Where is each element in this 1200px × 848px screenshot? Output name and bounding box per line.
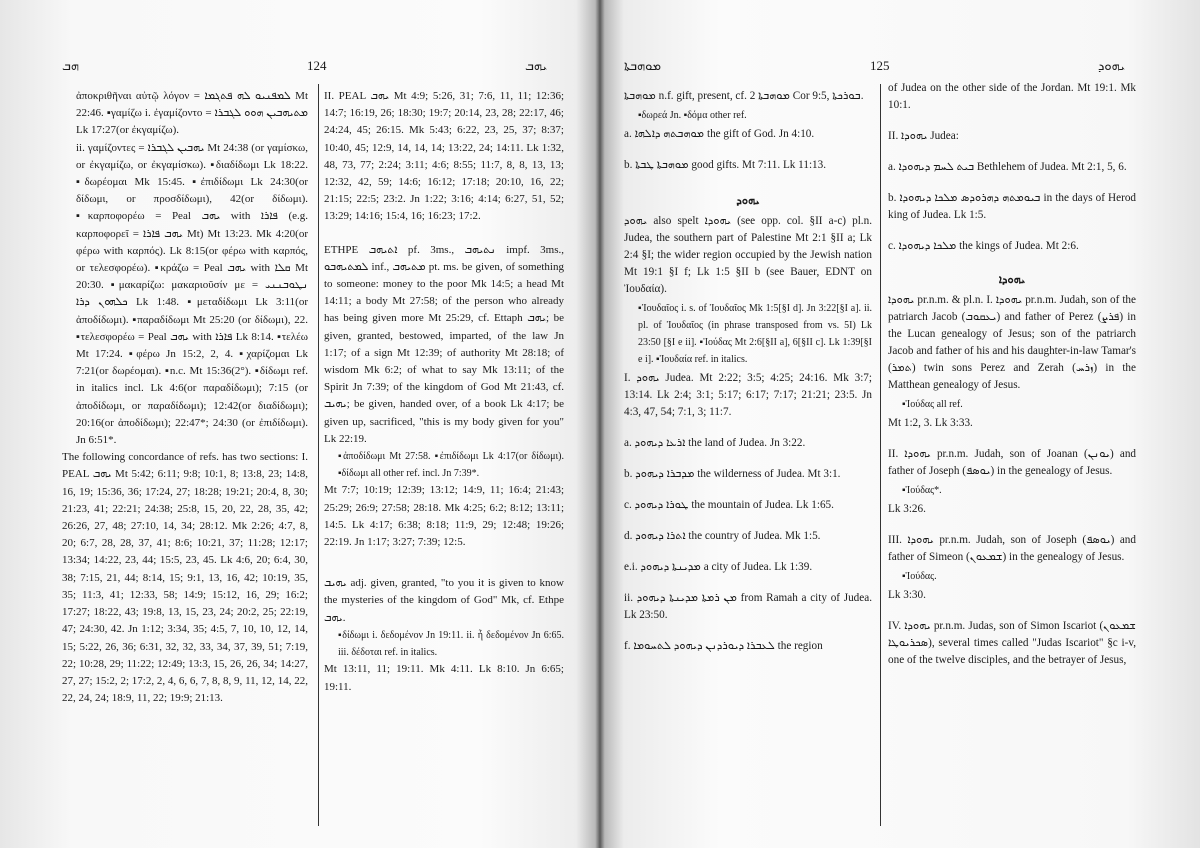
entry-para: ▪Ἰούδας*. [902, 485, 942, 496]
entry-para: a. ܒܝܬ ܠܚܡ ܕܝܗܘܕܐ Bethlehem of Judea. Mt 2:1, 5, 6. [888, 161, 1127, 173]
right-column-1 [624, 88, 872, 669]
entry-para: ܝܗܝܒ adj. given, granted, "to you it is given to know the mysteries of the kingdom of God" Mk, cf. Ethpe ܝܗܒ. [324, 577, 564, 624]
entry-para: e.i. ܡܕܝܢܬܐ ܕܝܗܘܕ a city of Judea. Lk 1:39. [624, 561, 813, 573]
entry-para: d. ܐܬܪܐ ܕܝܗܘܕ the country of Judea. Mk 1:5. [624, 530, 821, 542]
entry-para: II. ܝܗܘܕܐ Judea: [888, 130, 959, 142]
entry-para: Lk 3:26. [888, 503, 926, 515]
entry-para: of Judea on the other side of the Jordan. Mt 19:1. Mk 10:1. [888, 82, 1136, 111]
entry-para: Lk 3:30. [888, 589, 926, 601]
entry-para: ▪δωρεά Jn. ▪δόμα other ref. [638, 110, 747, 121]
entry-para: ii. ܡܢ ܪܡܬܐ ܡܕܝܢܬܐ ܕܝܗܘܕ from Ramah a city of Judea. Lk 23:50. [624, 592, 873, 621]
entry-para: ▪Ἰουδαῖος i. s. of Ἰουδαῖος Mk 1:5[§I d]. Jn 3:22[§I a]. ii. pl. of Ἰουδαῖος (in phrase transposed from vs. 5I) Lk 23:50 [§I e ii]. ▪Ἰούδας Mt 2:6[§II a], 6[§II c]. Lk 1:39[§I e i]. ▪Ἰουδαία ref. in italics. [638, 303, 872, 365]
entry-para: I. ܝܗܘܕ Judea. Mt 2:22; 3:5; 4:25; 24:16. Mk 3:7; 13:14. Lk 2:4; 3:1; 5:17; 6:17; 7:17; 21:21; 23:5. Jn 4:3, 47, 54; 7:1, 3; 11:7. [624, 372, 873, 418]
section-heading: ܝܗܘܕܐ [998, 273, 1026, 286]
entry-para: ii. γαμίζοντες = ܝܗܒܝܢ ܠܓܒܪܐ Mt 24:38 (or γαμίσκω, or ἐκγαμίζω, or ἐκγαμίσκω). ▪διαδίδωμι Lk 18:22. ▪δωρέομαι Mk 15:45. ▪ἐπιδίδωμι Lk 24:30(or δίδωμι, or προσδίδωμι), 42(or δίδωμι). ▪καρποφορέω = Peal ܝܗܒ with ܦܐܪܐ (e.g. καρποφορεῖ = ܝܗܒ ܦܐܪܐ Mt) Mt 13:23. Mk 4:20(or φέρω with καρπός). Lk 8:15(or φέρω with καρπός, or τελεσφορέω). ▪κράζω = Peal ܝܗܒ with ܩܠܐ Mt 20:30. ▪μακαρίζω: μακαριοῦσίν με = ܢܛܘܒܢܢܝ ܟܠܗܘܢ ܕܪܐ Lk 1:48. ▪μεταδίδωμι Lk 3:11(or ἀποδίδωμι). ▪παραδίδωμι Mt 25:20 (or δίδωμι), 22. ▪τελεσφορέω = Peal ܝܗܒ with ܦܐܪܐ Lk 8:14. ▪τελέω Mt 17:24. ▪φέρω Jn 15:2, 2, 4. ▪χαρίζομαι Lk 7:21(or δωρέομαι). ▪n.c. Mt 15:36(2°). ▪δίδωμι ref. in italics incl. Lk 4:6(or παραδίδωμι); 7:15 (or ἀποδίδωμι, or παραδίδωμι); 12:42(or διαδίδωμι); 20:16(or ἀποδίδωμι); 22:47*; 24:30 (or ἐπιδίδωμι). Jn 6:51*. [76, 141, 309, 447]
entry-para: ETHPE ܐܬܝܗܒ pf. 3ms., ܢܬܝܗܒ impf. 3ms., ܠܡܬܝܗܒܘ inf., ܡܬܝܗܒ pt. ms. be given, of something to someone: money to the poor Mk 14:5; a head Mt 14:11; a body Mt 27:58; of the person who already has being given more Mt 25:29, cf. Ettaph ܝܗܒ; be given, granted, bestowed, imparted, of the law Jn 1:17; of a sign Mt 12:39; of authority Mt 28:18; of wisdom Mk 6:2; of what to say Mk 13:11; of the Spirit Jn 7:39; of the kingdom of God Mt 21:43, cf. ܝܗܝܒ; be given, handed over, of a book Lk 4:17; be given up, sacrificed, "this is my body given for you" Lk 22:19. [324, 243, 564, 445]
column-rule [318, 84, 319, 826]
left-column-1 [62, 88, 308, 707]
entry-para: b. ܡܕܒܪܐ ܕܝܗܘܕ the wilderness of Judea. Mt 3:1. [624, 468, 841, 480]
entry-para: f. ܠܥܒܪܐ ܕܝܘܪܕܢܢ ܕܝܗܘܕ ܠܬܚܘܡܐ the region [624, 640, 823, 652]
right-header-left: ܡܘܗܒܬܐ [624, 58, 662, 73]
entry-para: Mt 7:7; 10:19; 12:39; 13:12; 14:9, 11; 16:4; 21:43; 25:29; 26:9; 27:58; 28:18. Mk 4:25; 6:2; 8:12; 13:11; 14:5. Lk 4:17; 6:38; 8:18; 11:9, 29; 12:48; 19:26; 22:19. Jn 1:17; 3:27; 7:39; 12:5. [324, 484, 564, 549]
right-column-2 [888, 80, 1136, 683]
column-rule [880, 84, 881, 826]
entry-para: c. ܡܠܟܐ ܕܝܗܘܕܐ the kings of Judea. Mt 2:6. [888, 240, 1079, 252]
entry-para: ܝܗܘܕ also spelt ܝܗܘܕܐ (see opp. col. §II a-c) pl.n. Judea, the southern part of Palestine Mt 2:1 §II a; Lk 2:4 §I; the wider region occupied by the Jewish nation Mt 19:1 §I f; Lk 1:5 §II b (see Bauer, EDNT on Ἰουδαία). [624, 215, 872, 295]
right-header-right: ܝܗܘܕ [1098, 58, 1125, 73]
left-header-right: ܝܗܒ [525, 58, 548, 73]
entry-para: ܝܗܘܕܐ pr.n.m. & pl.n. I. ܝܗܘܕܐ pr.n.m. Judah, son of the patriarch Jacob (ܝܥܩܘܒ) and father of Perez (ܦܪܨ) in the Lucan genealogy of Jesus; son of the patriarch Jacob and father of his and his daughter-in-law Tamar's (ܬܡܪ) twin sons Perez and Zerah (ܙܪܚ) in the Matthean genealogy of Jesus. [888, 294, 1136, 391]
entry-para: IV. ܝܗܘܕܐ pr.n.m. Judas, son of Simon Iscariot (ܫܡܥܘܢ ܣܟܪܝܘܛܐ), several times called "Judas Iscariot" §c i-v, one of the twelve disciples, and the betrayer of Jesus, [888, 620, 1136, 666]
left-column-2 [324, 88, 564, 696]
entry-para: a. ܐܪܥܐ ܕܝܗܘܕ the land of Judea. Jn 3:22. [624, 437, 806, 449]
entry-para: Mt 13:11, 11; 19:11. Mk 4:11. Lk 8:10. Jn 6:65; 19:11. [324, 663, 564, 693]
entry-para: ܡܘܗܒܬܐ n.f. gift, present, cf. ܡܘܗܒܬܐ 2 Cor 9:5, ܒܘܪܟܬܐ. [624, 90, 864, 102]
section-heading: ܝܗܘܕ [736, 194, 760, 207]
entry-para: ▪Ἰούδας all ref. [902, 399, 963, 410]
entry-para: II. ܝܗܘܕܐ pr.n.m. Judah, son of Joanan (ܝܘܢܢ) and father of Joseph (ܝܘܣܦ) in the genealogy of Jesus. [888, 448, 1137, 477]
entry-para: c. ܛܘܪܐ ܕܝܗܘܕ the mountain of Judea. Lk 1:65. [624, 499, 834, 511]
entry-para: III. ܝܗܘܕܐ pr.n.m. Judah, son of Joseph (ܝܘܣܦ) and father of Simeon (ܫܡܥܘܢ) in the genealogy of Jesus. [888, 534, 1136, 563]
entry-para: Mt 1:2, 3. Lk 3:33. [888, 417, 973, 429]
entry-para: II. PEAL ܝܗܒ Mt 4:9; 5:26, 31; 7:6, 11, 11; 12:36; 14:7; 16:19, 26; 18:30; 19:7; 20:14, 23, 28; 22:17, 46; 24:24, 45; 26:15. Mk 5:43; 6:22, 23, 25, 37; 8:37; 10:40, 45; 12:9, 14, 14, 14; 13:22, 24; 14:11. Lk 1:32, 48, 73, 77; 2:24; 3:11; 4:6; 8:55; 11:7, 8, 8, 13, 13; 12:32, 42, 59; 14:6; 16:12; 17:18; 20:10, 16, 22; 21:15; 22:5; 23:2. Jn 1:22; 3:16; 4:14; 6:27, 51, 52; 13:29; 14:16; 15:4, 16; 16:23; 17:2. [324, 90, 564, 223]
right-page-number: 125 [870, 58, 890, 73]
entry-para: ▪δίδωμι i. δεδομένον Jn 19:11. ii. ἦ δεδομένον Jn 6:65. iii. δέδοται ref. in italics. [338, 629, 564, 659]
entry-para: ▪Ἰούδας. [902, 571, 937, 582]
entry-para: b. ܡܘܗܒܬܐ ܛܒܬܐ good gifts. Mt 7:11. Lk 11:13. [624, 159, 827, 171]
left-page-number: 124 [307, 58, 327, 73]
entry-para: The following concordance of refs. has two sections: I. PEAL ܝܗܒ Mt 5:42; 6:11; 9:8; 10:1, 8; 13:8, 23; 14:8, 16, 19; 15:36, 36; 17:24, 27; 18:28; 19:21; 20:4, 8, 30; 21:23, 41; 22:21; 24:38; 25:8, 15, 20, 22, 28, 35, 42; 26:26, 27, 48; 27:10, 14, 34; 28:12. Mk 2:26; 4:7, 8, 20; 6:7, 28, 28, 37, 41; 8:6; 10:21, 37; 11:28; 12:17; 13:34; 14:22, 23, 44; 15:5, 23, 45. Lk 4:6, 20; 6:4, 30, 38; 7:15, 21, 44; 8:14, 15; 9:1, 13, 16, 42; 10:19, 35, 35; 11:3, 41; 12:33, 58; 14:9; 15:12, 16, 29; 16:2; 17:27; 18:22, 43; 19:8, 13, 15, 23, 24; 20:2, 25; 22:19, 47; 24:30, 42. Jn 1:12; 3:34, 35; 4:5, 7, 10, 10, 12, 14, 15; 5:22, 26, 36; 6:31, 32, 32, 33, 34, 37, 39, 51; 7:19, 22; 10:28, 29; 11:22; 12:49; 13:3, 15, 26, 26, 34; 14:27, 27, 27; 15:2, 2; 17:2, 2, 4, 6, 6, 7, 8, 8, 9, 11, 12, 14, 22, 22, 24, 24; 18:9, 11, 22; 19:9; 21:13. [62, 451, 309, 705]
entry-para: ▪ἀποδίδωμι Mt 27:58. ▪ἐπιδίδωμι Lk 4:17(or δίδωμι). ▪δίδωμι all other ref. incl. Jn 7:39*. [338, 451, 564, 480]
entry-para: a. ܡܘܗܒܬܗ ܕܐܠܗܐ the gift of God. Jn 4:10. [624, 128, 815, 140]
entry-para: ἀποκριθῆναι αὐτῷ λόγον = ܠܡܦܢܝܘ ܠܗ ܦܬܓܡܐ Mt 22:46. ▪γαμίζω i. ἐγαμίζοντο = ܡܬܝܗܒܝܢ ܗܘܘ ܠܓܒܪܐ Lk 17:27(or ἐκγαμίζω). [76, 90, 309, 137]
left-page [0, 0, 598, 848]
entry-para: b. ܒܝܘܡܬܗ ܕܗܪܘܕܣ ܡܠܟܐ ܕܝܗܘܕܐ in the days of Herod king of Judea. Lk 1:5. [888, 192, 1137, 221]
left-header-left: ܗܒ [62, 58, 80, 73]
right-page [602, 0, 1200, 848]
